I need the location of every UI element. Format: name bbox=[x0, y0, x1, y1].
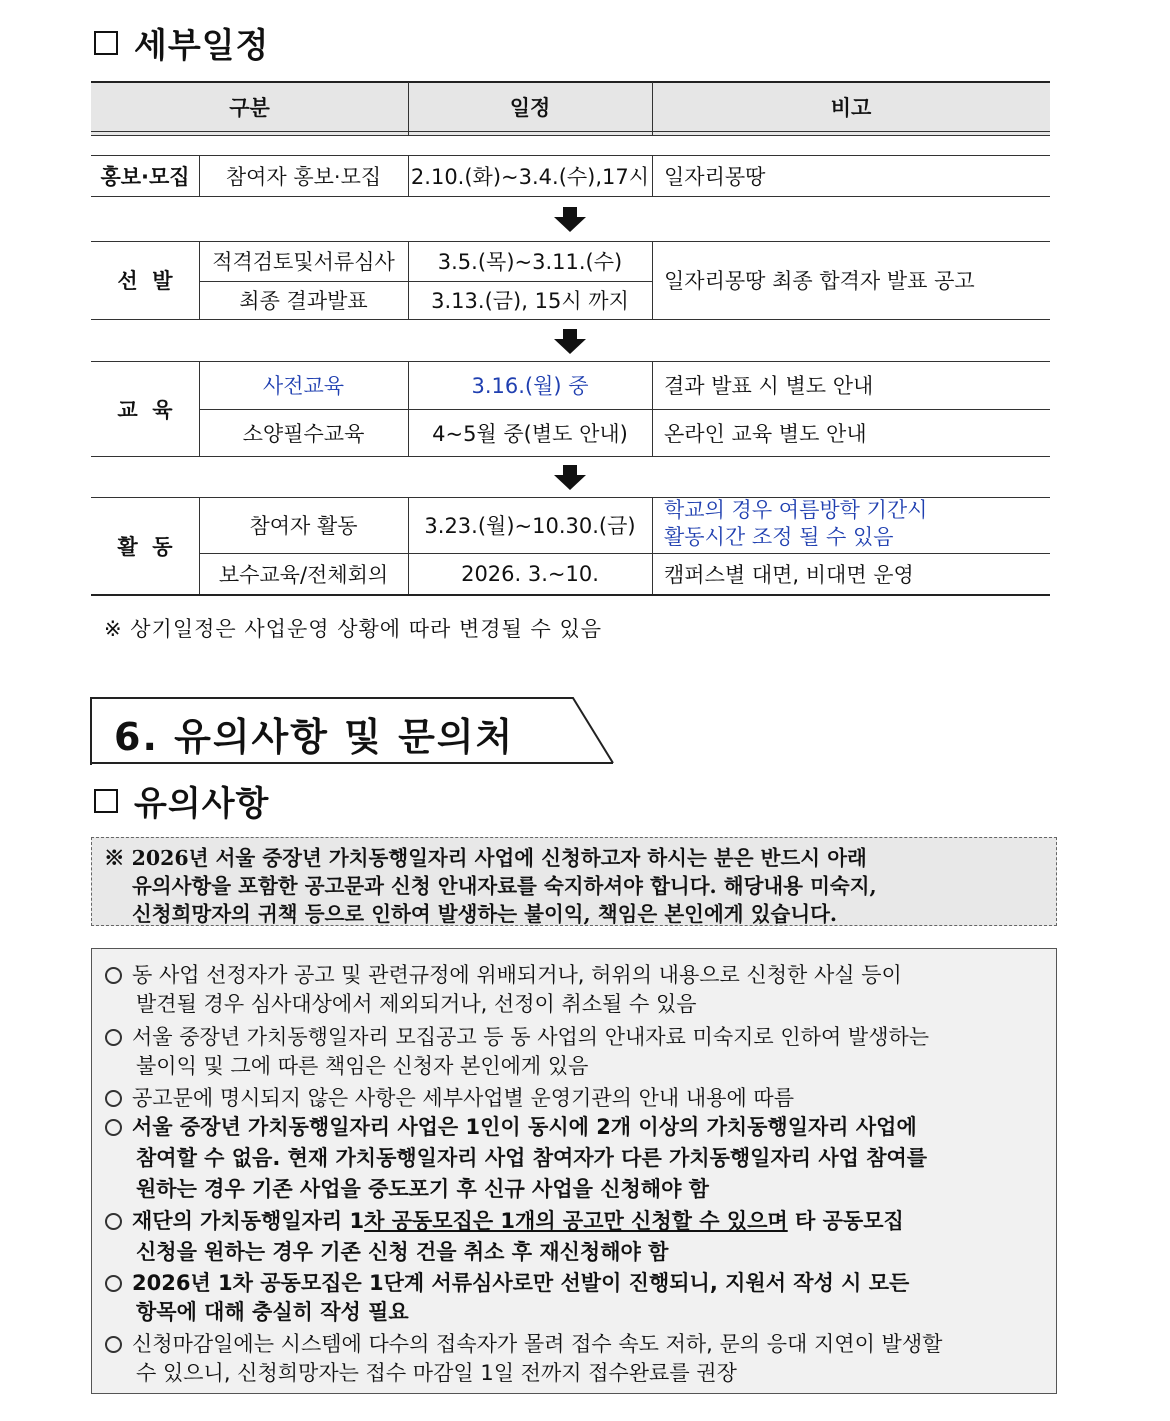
down-arrow-icon bbox=[553, 465, 587, 491]
row-education-remark1: 결과 발표 시 별도 안내 bbox=[664, 374, 874, 398]
down-arrow-icon bbox=[553, 207, 587, 233]
row-selection-item2: 최종 결과발표 bbox=[239, 289, 368, 313]
list-item: 2026년 1차 공동모집은 1단계 서류심사로만 선발이 진행되니, 지원서 작성 시 모든 bbox=[105, 1267, 909, 1297]
row-promotion-group: 홍보·모집 bbox=[100, 164, 190, 189]
notice-box bbox=[91, 837, 1057, 926]
list-item-continuation: 신청을 원하는 경우 기존 신청 건을 취소 후 재신청해야 함 bbox=[136, 1240, 669, 1264]
row-education-date1: 3.16.(월) 중 bbox=[471, 374, 589, 398]
list-item-continuation: 불이익 및 그에 따른 책임은 신청자 본인에게 있음 bbox=[136, 1054, 589, 1078]
row-activity-remark1-line2: 활동시간 조정 될 수 있음 bbox=[664, 525, 894, 549]
checkbox-square-icon bbox=[94, 789, 118, 813]
list-item-continuation: 수 있으니, 신청희망자는 접수 마감일 1일 전까지 접수완료를 권장 bbox=[136, 1361, 737, 1385]
row-selection-group: 선 발 bbox=[117, 269, 173, 293]
list-item-continuation: 항목에 대해 충실히 작성 필요 bbox=[136, 1300, 409, 1324]
row-activity-item1: 참여자 활동 bbox=[249, 514, 358, 538]
list-item: 신청마감일에는 시스템에 다수의 접속자가 몰려 접수 속도 저하, 문의 응대 지연이 발생할 bbox=[105, 1328, 942, 1358]
cautions-heading bbox=[94, 776, 269, 825]
notice-line: 신청희망자의 귀책 등으로 인하여 발생하는 불이익, 책임은 본인에게 있습니다. bbox=[132, 902, 838, 926]
row-activity-remark1 bbox=[664, 497, 927, 551]
circle-bullet-icon bbox=[105, 1119, 122, 1136]
schedule-footnote: ※ 상기일정은 사업운영 상황에 따라 변경될 수 있음 bbox=[104, 617, 603, 641]
circle-bullet-icon bbox=[105, 1029, 122, 1046]
schedule-section-heading bbox=[94, 18, 269, 67]
list-item-continuation: 참여할 수 없음. 현재 가치동행일자리 사업 참여자가 다른 가치동행일자리 사업 참여를 bbox=[136, 1146, 928, 1170]
row-selection-remark: 일자리몽땅 최종 합격자 발표 공고 bbox=[664, 269, 975, 293]
down-arrow-icon bbox=[553, 329, 587, 355]
row-selection-date2: 3.13.(금), 15시 까지 bbox=[431, 289, 629, 313]
circle-bullet-icon bbox=[105, 1336, 122, 1353]
cautions-list bbox=[91, 948, 1057, 1394]
section6-title: 6. 유의사항 및 문의처 bbox=[114, 715, 515, 759]
row-education-item2: 소양필수교육 bbox=[242, 421, 365, 446]
row-selection-item1: 적격검토및서류심사 bbox=[212, 250, 395, 274]
list-item-continuation: 원하는 경우 기존 사업을 중도포기 후 신규 사업을 신청해야 함 bbox=[136, 1177, 709, 1201]
row-promotion-date: 2.10.(화)~3.4.(수),17시 bbox=[410, 164, 650, 189]
row-education-date2: 4~5월 중(별도 안내) bbox=[432, 421, 628, 446]
row-activity-remark2: 캠퍼스별 대면, 비대면 운영 bbox=[664, 562, 914, 587]
list-item: 동 사업 선정자가 공고 및 관련규정에 위배되거나, 허위의 내용으로 신청한 사실 등이 bbox=[105, 959, 902, 989]
row-education-group: 교 육 bbox=[117, 397, 173, 422]
cautions-title: 유의사항 bbox=[134, 784, 270, 824]
header-schedule: 일정 bbox=[509, 96, 551, 120]
row-education-remark2: 온라인 교육 별도 안내 bbox=[664, 421, 867, 446]
circle-bullet-icon bbox=[105, 1275, 122, 1292]
row-activity-date2: 2026. 3.~10. bbox=[461, 561, 599, 586]
row-activity-group: 활 동 bbox=[117, 534, 173, 559]
list-item: 재단의 가치동행일자리 1차 공동모집은 1개의 공고만 신청할 수 있으며 타 공동모집 bbox=[105, 1205, 904, 1235]
list-item: 서울 중장년 가치동행일자리 모집공고 등 동 사업의 안내자료 미숙지로 인하여 발생하는 bbox=[105, 1021, 929, 1051]
list-item-continuation: 발견될 경우 심사대상에서 제외되거나, 선정이 취소될 수 있음 bbox=[136, 992, 697, 1016]
row-activity-item2: 보수교육/전체회의 bbox=[218, 562, 389, 587]
underlined-phrase: 차 공동모집은 1개의 공고만 신청할 수 있으며 bbox=[364, 1209, 788, 1233]
row-promotion-remark: 일자리몽땅 bbox=[664, 164, 766, 189]
circle-bullet-icon bbox=[105, 967, 122, 984]
circle-bullet-icon bbox=[105, 1213, 122, 1230]
list-item: 공고문에 명시되지 않은 사항은 세부사업별 운영기관의 안내 내용에 따름 bbox=[105, 1082, 794, 1112]
notice-line: 유의사항을 포함한 공고문과 신청 안내자료를 숙지하셔야 합니다. 해당내용 미숙지, bbox=[132, 874, 877, 898]
row-education-item1: 사전교육 bbox=[262, 374, 345, 398]
checkbox-square-icon bbox=[94, 31, 118, 55]
row-selection-date1: 3.5.(목)~3.11.(수) bbox=[437, 250, 623, 274]
list-item: 서울 중장년 가치동행일자리 사업은 1인이 동시에 2개 이상의 가치동행일자리 사업에 bbox=[105, 1111, 917, 1141]
circle-bullet-icon bbox=[105, 1090, 122, 1107]
notice-line: ※ 2026년 서울 중장년 가치동행일자리 사업에 신청하고자 하시는 분은 반드시 아래 bbox=[104, 846, 867, 870]
row-activity-date1: 3.23.(월)~10.30.(금) bbox=[424, 514, 636, 538]
schedule-section-title: 세부일정 bbox=[134, 26, 270, 66]
header-remark: 비고 bbox=[830, 96, 872, 120]
row-activity-remark1-line1: 학교의 경우 여름방학 기간시 bbox=[664, 498, 928, 522]
row-promotion-item: 참여자 홍보·모집 bbox=[225, 164, 382, 189]
header-category: 구분 bbox=[229, 96, 270, 120]
